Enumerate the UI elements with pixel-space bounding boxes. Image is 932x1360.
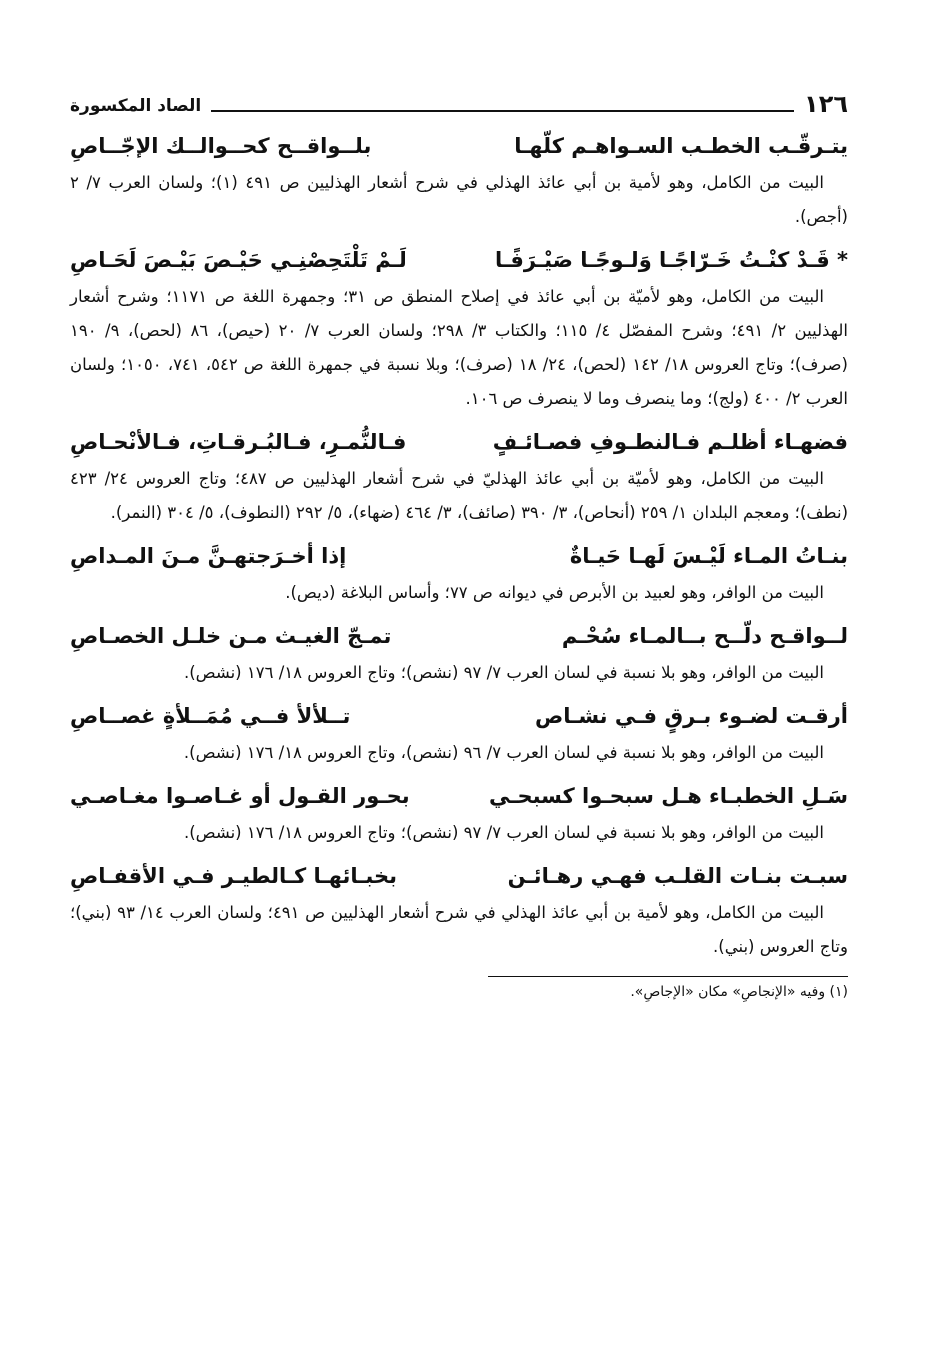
verse-first-hemistich: يتـرقّـب الخطـب السـواهـم كلّهـا <box>514 134 848 158</box>
verse-second-hemistich: تمـجّ الغيـث مـن خلـل الخصـاصِ <box>70 624 392 648</box>
verse-first-hemistich: أرقـت لضـوء بـرقٍ فـي نشـاص <box>535 704 848 728</box>
verse-second-hemistich: إذا أخـرَجتهـنَّ مـنَ المـداصِ <box>70 544 347 568</box>
verse-second-hemistich: بخبـائهـا كـالطيـر فـي الأقفـاصِ <box>70 864 398 888</box>
commentary: البيت من الكامل، وهو لأميّة بن أبي عائذ الهذليّ في شرح أشعار الهذليين ص ٤٨٧؛ وتاج العروس ٢٤/ ٤٢٣ (نطف)؛ ومعجم البلدان ١/ ٢٥٩ (أنحاص)، ٣/ ٣٩٠ (صائف)، ٣/ ٤٦٤ (ضهاء)، ٥/ ٢٩٢ (النطوف)، ٥/ ٣٠٤ (النمر). <box>70 469 848 522</box>
commentary: البيت من الوافر، وهو بلا نسبة في لسان العرب ٧/ ٩٧ (نشص)؛ وتاج العروس ١٨/ ١٧٦ (نشص). <box>183 823 824 842</box>
verse-line <box>70 422 848 462</box>
entry <box>70 422 848 530</box>
entry <box>70 776 848 850</box>
verse-line <box>70 240 848 280</box>
page-number: ١٢٦ <box>794 92 848 116</box>
commentary: البيت من الوافر، وهو لعبيد بن الأبرص في ديوانه ص ٧٧؛ وأساس البلاغة (ديص). <box>285 583 824 602</box>
verse-second-hemistich: فـالنُّمـرِ، فـالبُـرقـاتِ، فـالأنْحـاصِ <box>70 430 407 454</box>
page-header <box>70 74 848 118</box>
verse-second-hemistich: بلــواقــح كحــوالــك الإجّــاصِ <box>70 134 372 158</box>
verse-line <box>70 536 848 576</box>
commentary: البيت من الوافر، وهو بلا نسبة في لسان العرب ٧/ ٩٦ (نشص)، وتاج العروس ١٨/ ١٧٦ (نشص). <box>183 743 824 762</box>
entry <box>70 126 848 234</box>
entry <box>70 536 848 610</box>
verse-line <box>70 696 848 736</box>
footnote: (١) وفيه «الإنجاصِ» مكان «الإجاصِ». <box>630 984 848 1000</box>
entry <box>70 616 848 690</box>
entry <box>70 696 848 770</box>
commentary: البيت من الكامل، وهو لأمية بن أبي عائذ الهذلي في شرح أشعار الهذليين ص ٤٩١؛ ولسان العرب ١٤/ ٩٣ (بني)؛ وتاج العروس (بني). <box>70 903 848 956</box>
entries <box>70 126 848 964</box>
verse-line <box>70 126 848 166</box>
commentary: البيت من الوافر، وهو بلا نسبة في لسان العرب ٧/ ٩٧ (نشص)؛ وتاج العروس ١٨/ ١٧٦ (نشص). <box>183 663 824 682</box>
verse-line <box>70 856 848 896</box>
verse-second-hemistich: تــلألأ فــي مُمَــلأةٍ غصــاصِ <box>70 704 351 728</box>
verse-first-hemistich: * قَـدْ كنْـتُ خَـرّاجًـا وَلـوجًـا صَيْـرَفًـا <box>495 248 848 272</box>
verse-second-hemistich: بحـور القـول أو غـاصـوا مغـاصـي <box>70 784 410 808</box>
verse-second-hemistich: لَـمْ تَلْتَحِصْنِـي حَيْـصَ بَيْـصَ لَحَـاصِ <box>70 248 407 272</box>
entry <box>70 240 848 416</box>
book-page <box>70 74 848 1360</box>
running-title: الصاد المكسورة <box>70 96 211 116</box>
verse-first-hemistich: فضهـاء أظلـم فـالنطـوفِ فصـائـفٍ <box>492 430 848 454</box>
verse-line <box>70 776 848 816</box>
verse-first-hemistich: سبـت بنـات القلـب فهـي رهـائـن <box>507 864 848 888</box>
commentary: البيت من الكامل، وهو لأميّة بن أبي عائذ في إصلاح المنطق ص ٣١؛ وجمهرة اللغة ص ١١٧١؛ وشرح أشعار الهذليين ٢/ ٤٩١؛ وشرح المفصّل ٤/ ١١٥؛ والكتاب ٣/ ٢٩٨؛ ولسان العرب ٧/ ٢٠ (حيص)، ٨٦ (لحص)، ٩/ ١٩٠ (صرف)؛ وتاج العروس ١٨/ ١٤٢ (لحص)، ٢٤/ ١٨ (صرف)؛ وبلا نسبة في جمهرة اللغة ص ٥٤٢، ٧٤١، ١٠٥٠؛ ولسان العرب ٢/ ٤٠٠ (ولج)؛ وما ينصرف وما لا ينصرف ص ١٠٦. <box>70 287 848 408</box>
verse-first-hemistich: لــواقـح دلّــح بــالمـاء سُحْـم <box>561 624 848 648</box>
entry <box>70 856 848 964</box>
verse-first-hemistich: بنـاتُ المـاء لَيْـسَ لَهـا حَيـاةٌ <box>569 544 848 568</box>
verse-first-hemistich: سَـلِ الخطبـاء هـل سبحـوا كسبحـي <box>489 784 848 808</box>
verse-line <box>70 616 848 656</box>
commentary: البيت من الكامل، وهو لأمية بن أبي عائذ الهذلي في شرح أشعار الهذليين ص ٤٩١ (١)؛ ولسان العرب ٧/ ٢ (أجص). <box>70 173 848 226</box>
